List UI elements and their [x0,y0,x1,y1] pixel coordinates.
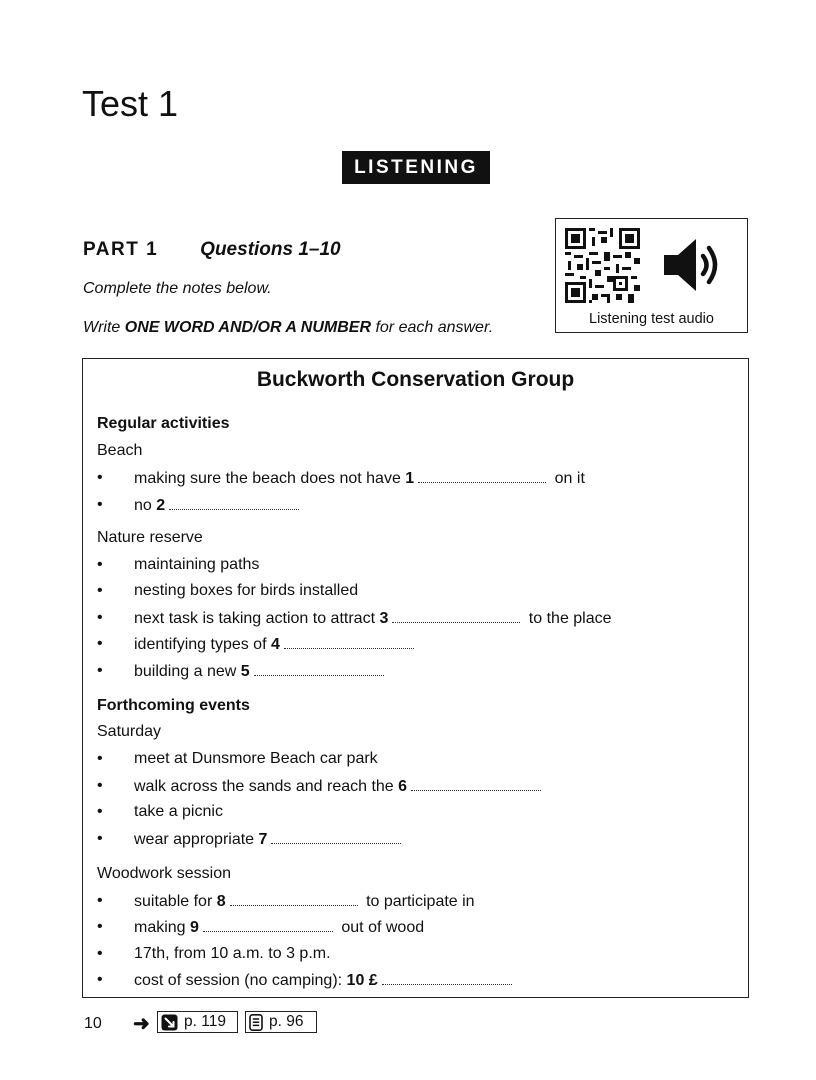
answer-gap-6[interactable] [411,776,541,791]
item-text: suitable for [134,893,217,910]
answer-gap-1[interactable] [418,468,546,483]
transcript-page[interactable]: p. 96 [269,1013,304,1030]
subheading-saturday: Saturday [97,723,162,740]
answer-key-link[interactable] [157,1011,238,1033]
question-number: 1 [405,470,415,487]
answer-gap-7[interactable] [271,829,401,844]
answer-gap-2[interactable] [169,495,299,510]
bullet: • [97,892,103,909]
subheading-beach: Beach [97,442,143,459]
item-text: no [134,497,157,514]
item-text: next task is taking action to attract [134,610,380,627]
part-heading [83,238,341,262]
instruction-bold: ONE WORD AND/OR A NUMBER [124,319,371,336]
instruction-pre: Write [83,319,125,336]
questions-range: Questions 1–10 [200,239,341,260]
subheading-nature-reserve: Nature reserve [97,529,203,546]
instruction-post: for each answer. [371,319,494,336]
bullet: • [97,469,103,486]
answer-key-page[interactable]: p. 119 [184,1013,226,1030]
instruction-word-limit [83,319,493,337]
qr-code-icon[interactable] [565,228,640,303]
transcript-link[interactable] [245,1011,317,1033]
question-number: 2 [156,497,166,514]
item-text: meet at Dunsmore Beach car park [134,750,378,767]
question-number: 10 £ [346,972,378,989]
item-text-after: to the place [524,610,612,627]
answer-gap-8[interactable] [230,891,358,906]
heading-regular-activities: Regular activities [97,415,230,432]
question-number: 6 [398,778,408,795]
item-text: making [134,919,191,936]
bullet: • [97,582,103,599]
question-number: 3 [379,610,389,627]
answer-gap-5[interactable] [254,661,384,676]
bullet: • [97,945,103,962]
bullet: • [97,556,103,573]
item-text-after: out of wood [336,919,425,936]
question-number: 7 [258,831,268,848]
bullet: • [97,609,103,626]
item-text: 17th, from 10 a.m. to 3 p.m. [134,945,331,962]
item-text: walk across the sands and reach the [134,778,399,795]
item-text: identifying types of [134,636,271,653]
item-text-after: to participate in [361,893,475,910]
transcript-icon [249,1014,263,1031]
part-label: PART 1 [83,239,159,260]
subheading-woodwork-session: Woodwork session [97,865,231,882]
bullet: • [97,918,103,935]
audio-link-box[interactable] [555,218,748,333]
page-number: 10 [84,1015,102,1032]
speaker-icon[interactable] [660,233,724,297]
question-number: 5 [240,663,250,680]
answer-gap-3[interactable] [392,608,520,623]
answer-gap-10[interactable] [382,970,512,985]
bullet: • [97,830,103,847]
item-text: cost of session (no camping): [134,972,347,989]
bullet: • [97,635,103,652]
bullet: • [97,803,103,820]
bullet: • [97,971,103,988]
answer-gap-9[interactable] [203,917,333,932]
test-title: Test 1 [82,83,179,124]
item-text-after: on it [550,470,585,487]
notes-title: Buckworth Conservation Group [256,368,575,391]
item-text: wear appropriate [134,831,259,848]
answer-gap-4[interactable] [284,634,414,649]
answer-key-icon [161,1014,178,1031]
audio-label[interactable]: Listening test audio [589,311,714,327]
notes-box [82,358,749,998]
item-text: take a picnic [134,803,223,820]
arrow-right-icon: ➜ [133,1013,150,1035]
section-badge: LISTENING [342,151,490,184]
question-number: 4 [270,636,280,653]
question-number: 9 [190,919,199,936]
item-text: making sure the beach does not have [134,470,406,487]
bullet: • [97,777,103,794]
item-text: maintaining paths [134,556,260,573]
bullet: • [97,662,103,679]
bullet: • [97,750,103,767]
question-number: 8 [216,893,226,910]
item-text: building a new [134,663,241,680]
heading-forthcoming-events: Forthcoming events [97,697,250,714]
item-text: nesting boxes for birds installed [134,582,359,599]
instruction-complete-notes: Complete the notes below. [83,280,272,297]
bullet: • [97,496,103,513]
